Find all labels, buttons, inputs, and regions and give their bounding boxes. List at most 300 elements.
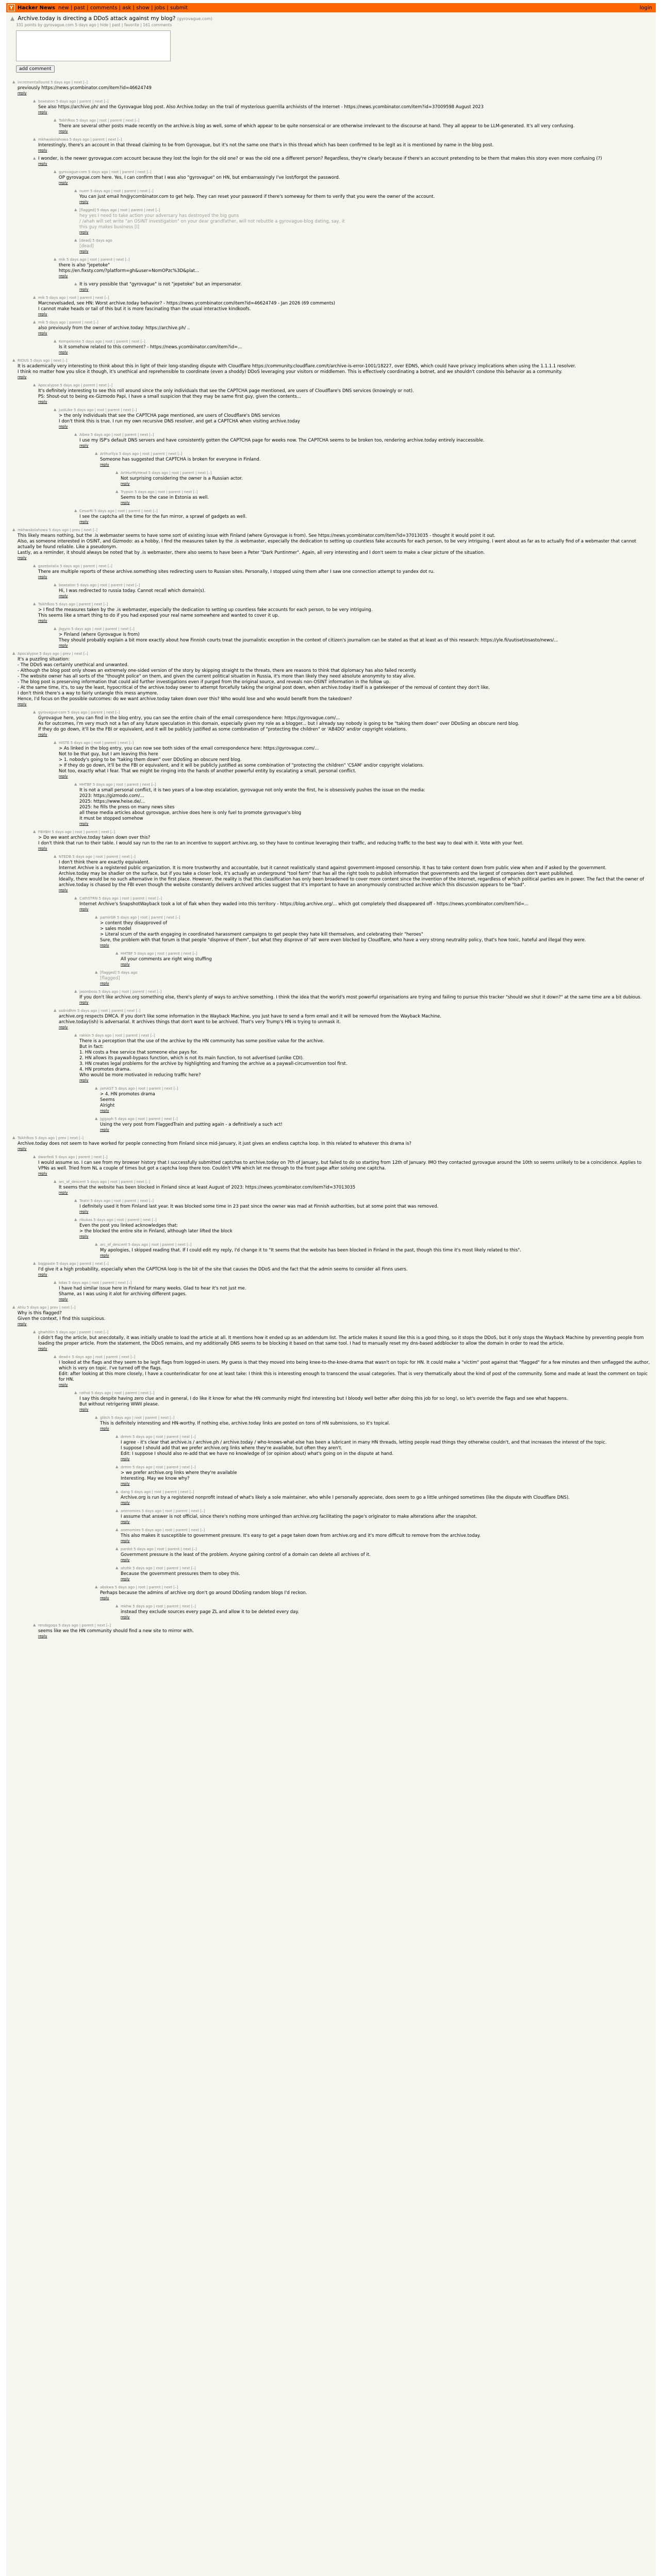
comment-head[interactable]: bqgpaste 5 days ago | parent | next [–] xyxy=(38,1262,109,1266)
comment-head[interactable]: gyrovague-com 5 days ago | parent | next [–] xyxy=(38,710,120,715)
comment-head[interactable]: boxeaton 5 days ago | parent | next [–] xyxy=(38,99,109,104)
comment-text: Marcnevelsaded, see HN: Worst archive.today behavior? - https://news.ycombinator.com/item?id=46624749 - Jan 2026 (69 comments) I cannot make heads or tail of this but it is more fascinating than the usual interactive kindkoofs. xyxy=(38,301,335,312)
comment-text: also previously from the owner of archive.today: https://archive.ph/ .. xyxy=(38,326,190,331)
comment-text: there is also "jepetoke" https://en.fixsty.com/?platform=gh&user=NomOPzc%3D&plat... xyxy=(59,263,200,274)
comment-head[interactable]: Trypsin 5 days ago | root | parent | next [–] xyxy=(121,490,198,494)
comment-head[interactable]: Tsikhfkos 5 days ago | parent | next [–] xyxy=(38,602,108,606)
upvote-icon[interactable]: ▲ xyxy=(115,470,119,474)
reply-link[interactable]: reply xyxy=(79,230,89,234)
upvote-icon[interactable]: ▲ xyxy=(54,583,57,587)
comment-head[interactable]: anenomies 5 days ago | root | parent | next [–] xyxy=(121,1528,205,1532)
comment xyxy=(95,1242,652,1258)
comment-head[interactable]: [flagged] 5 days ago | root | parent | next [–] xyxy=(79,208,160,212)
upvote-icon[interactable]: ▲ xyxy=(95,451,98,455)
reply-link[interactable]: reply xyxy=(38,162,47,166)
comment-head[interactable]: rathol 5 days ago | root | parent | next [–] xyxy=(79,1391,155,1395)
comment-head[interactable]: jgjgaph 5 days ago | root | parent | next [–] xyxy=(100,1117,178,1121)
comment-text: Archive.org is run by a registered nonprofit instead of what's likely a sole maintainer, who while I personally appreciate, does seem to go a little unhinged sometimes (like the dispute with Cloudflare DNS). xyxy=(121,1495,570,1500)
upvote-icon[interactable]: ▲ xyxy=(54,1354,57,1359)
upvote-icon[interactable]: ▲ xyxy=(115,1489,119,1494)
comment-text: I wonder, is the newer gyrovague.com account because they lost the login for the old one? or was the old one a different person? Regardless, they're clearly because if there's an account pretending to be them that makes this story even more confusing (?) xyxy=(38,156,602,161)
reply-link[interactable]: reply xyxy=(79,907,89,911)
comment xyxy=(33,602,652,623)
comment-head[interactable]: Apocalypse 5 days ago | prev | next [–] xyxy=(18,652,88,656)
comment-text: There are several other posts made recently on the archive.is blog as well, some of which appear to be quite nonsensical or are otherwise irrelevant to the discourse at hand. They all appear to be LLM-generated. It's all very confusing. xyxy=(59,124,575,129)
reply-link[interactable]: reply xyxy=(18,1147,27,1151)
reply-link[interactable]: reply xyxy=(18,91,27,95)
reply-link[interactable]: reply xyxy=(38,148,47,152)
comment-head[interactable]: Ahlu 5 days ago | prev | next [–] xyxy=(18,1306,76,1310)
comment-head[interactable]: abskwa 5 days ago | root | parent | next [–] xyxy=(100,1585,178,1589)
upvote-icon[interactable]: ▲ xyxy=(33,710,36,714)
reply-link[interactable]: reply xyxy=(59,1025,68,1029)
reply-link[interactable]: reply xyxy=(121,1457,130,1461)
comment-head[interactable]: mkhwakolahowa 5 days ago | prev | next [–] xyxy=(18,528,97,532)
comment-head[interactable]: glitch 5 days ago | root | parent | next [–] xyxy=(100,1416,175,1420)
upvote-icon[interactable]: ▲ xyxy=(33,829,36,834)
reply-link[interactable]: reply xyxy=(59,643,68,648)
upvote-icon[interactable]: ▲ xyxy=(33,156,36,160)
comment-head[interactable]: RIOUS 5 days ago | next [–] xyxy=(18,359,68,363)
comment xyxy=(54,583,652,598)
reply-link[interactable]: reply xyxy=(59,425,68,429)
site-name[interactable]: Hacker News xyxy=(18,5,55,11)
reply-link[interactable]: reply xyxy=(59,774,68,778)
upvote-icon[interactable]: ▲ xyxy=(33,1155,36,1159)
comment xyxy=(33,1155,652,1176)
comment-head[interactable]: justLike 5 days ago | root | parent | next [–] xyxy=(59,408,137,412)
comment-head[interactable]: arc_of_descent 5 days ago | root | parent | next [–] xyxy=(59,1180,151,1184)
comment-head[interactable]: mik 5 days ago | root | parent | next [–] xyxy=(59,258,130,262)
upvote-icon[interactable]: ▲ xyxy=(115,1465,119,1469)
reply-link[interactable]: reply xyxy=(79,1234,89,1239)
upvote-icon[interactable]: ▲ xyxy=(12,1136,15,1140)
comment xyxy=(95,1415,652,1431)
comment xyxy=(12,1305,652,1326)
comment-text: There are multiple reports of these archive.something sites redirecting users to Russian sites. Personally, I stopped using them after I saw one connection attempt to yandex dot ru. xyxy=(38,569,435,574)
reply-link[interactable]: reply xyxy=(38,846,47,851)
comment-head[interactable]: mik 5 days ago | parent | next [–] xyxy=(38,320,98,325)
upvote-icon[interactable]: ▲ xyxy=(33,1623,36,1627)
comment xyxy=(54,740,652,778)
comment-head[interactable]: Aibex 5 days ago | root | parent | next [–] xyxy=(79,433,154,437)
upvote-icon[interactable]: ▲ xyxy=(33,602,36,606)
comment-head[interactable]: ssdnidhm 5 days ago | root | parent | next [–] xyxy=(59,1009,141,1013)
reply-link[interactable]: reply xyxy=(121,962,130,967)
comment-text: Gyrovague here, you can find in the blog entry, you can see the entire chain of the email correspondence here: https://gyrovague.com/... As for outcomes, I'm very much not a fan of any future speculation in this domain, especially given my role as a blogger... but I already say nobody is going to be "taking them down" over DDoSing an obscure nerd blog. If they do go down, it'll be the FBI or equivalent, and it will be publicly justified as some combination of "protecting the children" or 'AB4DO' and/or copyright violations. xyxy=(38,716,520,732)
comment xyxy=(115,1489,652,1505)
comment-text: > we prefer archive.org links where they're available Interesting. May we know why? xyxy=(121,1470,237,1481)
upvote-icon[interactable]: ▲ xyxy=(74,989,77,993)
upvote-icon[interactable]: ▲ xyxy=(95,1116,98,1121)
comment xyxy=(12,1136,652,1151)
reply-link[interactable]: reply xyxy=(100,1128,109,1132)
upvote-icon[interactable]: ▲ xyxy=(54,408,57,412)
comment-text: I looked at the flags and they seem to be legit flags from logged-in users. My guess is that they moved into being knee-to-the-knee-drama that wasn't on topic for HN. It could make a "victim" post against that "flagged" for a few minutes and then unflagged the author, which is very on topic. I've turned off the flags. Edit: after looking at this more closely, I have a counterindicator for one at least take: I think this is interesting enough to transcend the usual categories. That is very thematically about the kind of post of the community. Some and made at least the comment on topic for HN. xyxy=(59,1360,650,1382)
reply-link[interactable]: reply xyxy=(121,1577,130,1581)
upvote-icon[interactable]: ▲ xyxy=(33,295,36,299)
comment-head[interactable]: mkhw 5 days ago | root | parent | next [–] xyxy=(121,1604,196,1608)
upvote-icon[interactable]: ▲ xyxy=(115,1604,119,1608)
upvote-icon[interactable]: ▲ xyxy=(74,1198,77,1202)
comment-head[interactable]: Kempelenke 5 days ago | root | parent | next [–] xyxy=(59,340,145,344)
comment-text: Using the very post from FlaggedTrain and putting again - a definitively a such act! xyxy=(100,1122,283,1127)
reply-link[interactable]: reply xyxy=(59,1297,68,1301)
upvote-icon[interactable]: ▲ xyxy=(12,80,15,84)
upvote-icon[interactable]: ▲ xyxy=(33,320,36,324)
reply-link[interactable]: reply xyxy=(38,1273,47,1277)
comment-head[interactable]: anenomies 5 days ago | root | parent | next [–] xyxy=(121,1509,205,1513)
comment xyxy=(33,137,652,152)
reply-link[interactable]: reply xyxy=(100,1109,109,1113)
reply-link[interactable]: reply xyxy=(79,287,89,292)
comment xyxy=(33,564,652,579)
comment-head[interactable]: Arthurllya 5 days ago | root | parent | next [–] xyxy=(100,452,183,456)
comment-head[interactable]: ghwhitlin 5 days ago | parent | next [–] xyxy=(38,1330,108,1334)
comment-text: All your comments are right wing stuffing xyxy=(121,957,212,962)
reply-link[interactable]: reply xyxy=(121,1520,130,1524)
comment-text: If you don't like archive.org something else, there's plenty of ways to archive something. I think the idea that the world's most powerful organisations are trying and failing to pursue this tracker "should we shut it down?" at the same time are a bit dubious. xyxy=(79,995,642,1000)
reply-link[interactable]: reply xyxy=(79,1001,89,1005)
upvote-icon[interactable]: ▲ xyxy=(115,1528,119,1532)
comment xyxy=(74,509,652,524)
reply-link[interactable]: reply xyxy=(121,1482,130,1486)
upvote-icon[interactable]: ▲ xyxy=(74,509,77,513)
comment xyxy=(33,1330,652,1351)
nav-ask[interactable]: ask xyxy=(122,5,131,11)
upvote-icon[interactable]: ▲ xyxy=(12,651,15,655)
comment xyxy=(115,1509,652,1524)
comment-text: I agree - it's clear that archive.is / archive.ph / archive.today / who-knows-what-else has been a lubricant in many HN threads, letting people read things they otherwise couldn't, and that increases the interest of the topic. I suppose I should add that we prefer archive.org links where they're available, but often they aren't. Edit: I suppose I should also re-add that we have no knowledge of (or opinion about) what's going on in the dispute at hand. xyxy=(121,1440,607,1456)
upvote-icon[interactable]: ▲ xyxy=(74,208,77,212)
comment-head[interactable]: nuerr 5 days ago | root | parent | next [–] xyxy=(79,189,154,193)
comment xyxy=(54,626,652,648)
reply-link[interactable]: reply xyxy=(38,331,47,335)
comment-head[interactable]: rikukas 5 days ago | root | parent | next [–] xyxy=(79,1218,157,1222)
comment-text: > As linked in the blog entry, you can now see both sides of the email correspondence here: https://gyrovague.com/... Not to be that guy, but I am leaving this here > 1. nobody's going to be "taking them down" over DDoSing an obscure nerd blog. > If they do go down, it'll be the FBI or equivalent, and it will be publicly justified as some combination of "protecting the children" 'CSAM' and/or copyright violations. Not too, exactly what I fear. That we might be ringing into the hands of another powerful entity by escalating a small, personal conflict. xyxy=(59,746,424,774)
comment-text: See also https://archive.ph/ and the Gyrovague blog post. Also Archive.today: on the trail of mysterious guerrilla archivists of the Internet - https://news.ycombinator.com/item?id=37009598 August 2023 xyxy=(38,105,484,110)
upvote-icon[interactable]: ▲ xyxy=(74,1217,77,1222)
reply-link[interactable]: reply xyxy=(18,702,27,706)
nav-show[interactable]: show xyxy=(136,5,150,11)
comment-text: It is very possible that "gyrovague" is not "jepetoke" but an impersonator. xyxy=(79,282,242,287)
nav-links: new | past | comments | ask | show | jobs | submit xyxy=(58,5,188,11)
upvote-icon[interactable]: ▲ xyxy=(115,951,119,955)
story-subtext: 331 points by gyrovague.com 5 days ago | hide | past | favorite | 161 comments xyxy=(16,23,172,27)
comment-text: Interestingly, there's an account in that thread claiming to be from Gyrovague, but it's not the same one that's in this thread which has been confirmed to be legit as it is mentioned by name in the blog post. xyxy=(38,143,494,148)
upvote-icon[interactable]: ▲ xyxy=(54,1280,57,1284)
upvote-icon[interactable]: ▲ xyxy=(54,118,57,122)
comment xyxy=(54,170,652,185)
comment xyxy=(95,970,652,986)
upvote-icon[interactable]: ▲ xyxy=(95,1086,98,1090)
comment-head[interactable]: dang 5 days ago | root | parent | next [–] xyxy=(121,1490,194,1494)
reply-link[interactable]: reply xyxy=(18,1322,27,1326)
comment-text: You can just email hn@ycombinator.com to get help. They can reset your password if there's someway for them to verify that you were the owner of the account. xyxy=(79,194,435,199)
comment xyxy=(54,854,652,892)
reply-link[interactable]: reply xyxy=(79,822,89,826)
reply-link[interactable]: reply xyxy=(100,981,109,986)
comment-text: I definitely used it from Finland last year. It was blocked some time in 23 past since the owner was mad at Finnish authorities, but at some point that was removed. xyxy=(79,1204,439,1209)
comment-head[interactable]: boxeaton 5 days ago | root | parent | next [–] xyxy=(59,583,140,587)
logo-icon[interactable]: Y xyxy=(8,4,15,11)
comment-text: Someone has suggested that CAPTCHA is broken for everyone in Finland. xyxy=(100,457,261,462)
reply-link[interactable]: reply xyxy=(59,274,68,278)
comment-head[interactable]: pardot 5 days ago | root | parent | next [–] xyxy=(121,1547,197,1551)
comment-text: > Finland (where Gyrovague is from) They should probably explain a bit more exactly about how Finnish courts treat the journalistic exception in the context of citizen's journalism can be stated as that at least as of this research: https://yle.fi/uutiset/osasto/news/... xyxy=(59,632,558,643)
comment-text: archive.org respects DMCA. If you don't like some information in the Wayback Machine, you just have to send a form email and it will be removed from the Wayback Machine. archive.today(ish) is adversarial. It archives things that don't want to be archived. That's very Trump's HN is trying to unmask it. xyxy=(59,1014,441,1025)
comment-text: Perhaps because the admins of archive org don't go around DDoSing random blogs I'd reckon. xyxy=(100,1590,307,1596)
comment-text: > I find the measures taken by the .is webmaster, especially the dedication to setting up countless fake accounts for each person, to be very intriguing. This seems like a smart thing to do if you had exposed your real name somewhere and wanted to cover it up. xyxy=(38,607,373,618)
upvote-icon[interactable]: ▲ xyxy=(10,15,15,22)
comment xyxy=(74,1198,652,1214)
reply-link[interactable]: reply xyxy=(100,1596,109,1600)
comment-head[interactable]: incrementalfound 5 days ago | next [–] xyxy=(18,80,88,84)
comment xyxy=(74,1033,652,1082)
reply-link[interactable]: reply xyxy=(59,1191,68,1195)
comment-head[interactable]: ahzhk 5 days ago | root | parent | next [–] xyxy=(121,1566,196,1570)
comment-head[interactable]: Teatri 5 days ago | root | parent | next [–] xyxy=(79,1199,154,1203)
upvote-icon[interactable]: ▲ xyxy=(33,1261,36,1265)
add-comment-button[interactable]: add comment xyxy=(16,65,55,73)
upvote-icon[interactable]: ▲ xyxy=(54,339,57,343)
reply-form xyxy=(16,30,652,73)
comment-head[interactable]: gyrovague-com 5 days ago | root | parent | next [–] xyxy=(59,170,152,174)
nav-comments[interactable]: comments xyxy=(90,5,118,11)
reply-link[interactable]: reply xyxy=(121,1501,130,1505)
comment-text: It's definitely interesting to see this roll around since the only individuals that see the CAPTCHA page mentioned, are users of Cloudflare's DNS services (knowingly or not). PS: Shout-out to being ex-Gizmodo Papi, I have a small suspicion that they may be same first guy, given the contents... xyxy=(38,388,414,399)
upvote-icon[interactable]: ▲ xyxy=(33,383,36,387)
reply-link[interactable]: reply xyxy=(121,482,130,486)
comment-text: I assume that answer is not official, since there's nothing more unhinged than archive.org facilitating the page's originator to make alterations after the snapshot. xyxy=(121,1514,477,1519)
reply-link[interactable]: reply xyxy=(18,556,27,560)
comment-text: Why is this flagged? Given the context, I find this suspicious. xyxy=(18,1311,106,1321)
comment-head[interactable]: jamAST 5 days ago | root | parent | next [–] xyxy=(100,1087,178,1091)
comment-text: My apologies, I skipped reading that. If I could edit my reply, I'd change it to "It seems that the website has been blocked in Finland in the past, though this time it's most likely related to this". xyxy=(100,1248,521,1253)
comment-head[interactable]: rendsgoqa 5 days ago | parent | next [–] xyxy=(38,1623,111,1628)
comment-text: > content they disapproved of > sales model > Literal scum of the earth engaging in coordinated harassment campaigns to get people they hate kill themselves, and celebrating their "heroes" Sure, the problem with that forum is that people "disprove of them", but what they disprove of 'all' were even blocked by Cloudflare, who have a very strong neutrality policy, that's how toxic, hateful and illegal they were. xyxy=(100,921,586,943)
comment xyxy=(54,1354,652,1387)
upvote-icon[interactable]: ▲ xyxy=(74,432,77,436)
comment xyxy=(115,1566,652,1581)
reply-link[interactable]: reply xyxy=(121,1558,130,1562)
comment-head[interactable]: pamirGR 5 days ago | root | parent | next [–] xyxy=(100,916,180,920)
reply-link[interactable]: reply xyxy=(79,200,89,204)
comment xyxy=(12,80,652,95)
story-title[interactable]: Archive.today is directing a DDoS attack against my blog? xyxy=(18,15,176,22)
nav-past[interactable]: past xyxy=(74,5,85,11)
reply-link[interactable]: reply xyxy=(38,400,47,404)
comment-head[interactable]: kdas 5 days ago | root | parent | next [–] xyxy=(59,1281,132,1285)
comment-text: Even the post you linked acknowledges that: > the blocked the entire site in Finland, although later lifted the block xyxy=(79,1223,233,1234)
comment-head[interactable]: drmm 5 days ago | root | parent | next [–] xyxy=(121,1465,196,1469)
nav-submit[interactable]: submit xyxy=(170,5,188,11)
comment-text: Seems to be the case in Estonia as well. xyxy=(121,495,209,500)
hn-page xyxy=(6,3,656,2576)
reply-link[interactable]: reply xyxy=(38,1172,47,1176)
top-bar xyxy=(6,3,656,12)
comment xyxy=(12,528,652,560)
upvote-icon[interactable]: ▲ xyxy=(74,1033,77,1037)
reply-link[interactable]: reply xyxy=(59,1383,68,1387)
upvote-icon[interactable]: ▲ xyxy=(95,915,98,919)
reply-link[interactable]: reply xyxy=(38,575,47,579)
comment-text: There is a perception that the use of the archive by the HN community has some positive value for the archive. But in fact: 1. HN costs a free service that someone else pays for. 2. HN allows its paywall-bypass function, which is not its main function, to not advertised (unlike CDI). 3. HN creates legal problems for the archive by highlighting and framing the archive as a paywall-circumvention tool first. 4. HN promotes drama. Who would be more motivated in reducing traffic here? xyxy=(79,1039,347,1078)
reply-link[interactable]: reply xyxy=(79,520,89,524)
reply-link[interactable]: reply xyxy=(38,110,47,114)
comment-text: instead they exclude sources every page ZL and allow it to be deleted every day. xyxy=(121,1609,299,1615)
reply-link[interactable]: reply xyxy=(100,463,109,467)
comment xyxy=(74,189,652,204)
comment-text: I see the captcha all the time for the fun mirror, a sprawl of gadgets as well. xyxy=(79,514,247,519)
upvote-icon[interactable]: ▲ xyxy=(54,626,57,631)
upvote-icon[interactable]: ▲ xyxy=(54,170,57,174)
login-link[interactable]: login xyxy=(639,5,652,11)
comment xyxy=(33,1623,652,1638)
upvote-icon[interactable]: ▲ xyxy=(74,896,77,900)
upvote-icon[interactable]: ▲ xyxy=(95,1415,98,1419)
upvote-icon[interactable]: ▲ xyxy=(12,358,15,362)
comment-head[interactable]: drmm 5 days ago | root | parent | next [–] xyxy=(121,1435,196,1439)
reply-link[interactable]: reply xyxy=(38,733,47,737)
comment-head[interactable]: Tsikhfkos 5 days ago | prev | next [–] xyxy=(18,1136,84,1140)
comment-text: Hi, I was redirected to russia today. Cannot recall which domain(s). xyxy=(59,588,206,594)
comment-head[interactable]: HHTBF 5 days ago | root | parent | next [–] xyxy=(121,952,197,956)
comment xyxy=(115,1604,652,1619)
comment-text: I use my ISP's default DNS servers and have consistently gotten the CAPTCHA page for weeks now. The CAPTCHA seems to be broken too, rendering archive.today entirely inaccessible. xyxy=(79,438,485,443)
upvote-icon[interactable]: ▲ xyxy=(74,782,77,786)
reply-link[interactable]: reply xyxy=(59,350,68,354)
reply-link[interactable]: reply xyxy=(59,181,68,185)
upvote-icon[interactable]: ▲ xyxy=(95,1585,98,1589)
comment-text: It is not a small personal conflict, it is two years of a low-step escalation, gyrovague not only wrote the first, he is obsessively pushes the issue on the media: 2023: https://gizmodo.com/... 2025: https://www.heise.de/... 2025: he fills the press on many news sites all these media articles about gyrovague, archive does here is only fuel to promote gyrovague's blog it must be stopped somehow xyxy=(79,788,425,821)
reply-link[interactable]: reply xyxy=(79,1210,89,1214)
reply-link[interactable]: reply xyxy=(79,249,89,253)
upvote-icon[interactable]: ▲ xyxy=(54,1179,57,1183)
comment-head[interactable]: HHTBF 5 days ago | root | parent | next [–] xyxy=(79,783,156,787)
comment-text: hey yes I need to take action your adversary has destroyed the big guns / /ahah will set write "an OSINT investigation" on your dear grandfather, will not rebuttle a gyrovague-blog dating, say, it this guy makes business [I] xyxy=(79,213,345,230)
upvote-icon[interactable]: ▲ xyxy=(115,1509,119,1513)
comment-head[interactable]: jasonboss 5 days ago | root | parent | next [–] xyxy=(79,990,162,994)
comment-head[interactable]: [dead] 5 days ago xyxy=(79,239,112,243)
story-title-row xyxy=(10,15,652,22)
comment xyxy=(74,282,652,292)
comment xyxy=(33,295,652,316)
comment xyxy=(33,156,652,166)
comment-head[interactable]: gazebolalia 5 days ago | parent | next [–] xyxy=(38,564,112,568)
comment-head[interactable]: ArtHurMyHead 5 days ago | root | parent | next [–] xyxy=(121,471,212,475)
upvote-icon[interactable]: ▲ xyxy=(54,854,57,858)
comment-text: This also makes it susceptible to government pressure. It's easy to get a page taken down from archive.org and it's more difficult to remove from the archive.today. xyxy=(121,1533,481,1538)
reply-link[interactable]: reply xyxy=(59,594,68,598)
comment-head[interactable]: [flagged] 5 days ago xyxy=(100,971,138,975)
comment-head[interactable]: rakkin 5 days ago | root | parent | next [–] xyxy=(79,1033,155,1038)
comment-head[interactable]: jbgyro 5 days ago | root | parent | next [–] xyxy=(59,627,135,631)
comment-text: I'd give it a high probability, especially when the CAPTCHA loop is the bit of the site that causes the DDoS and the fact that the admin seems to consider all Finns users. xyxy=(38,1267,408,1272)
comment xyxy=(74,989,652,1005)
comment-text: previously https://news.ycombinator.com/item?id=46624749 xyxy=(18,86,152,91)
reply-link[interactable]: reply xyxy=(38,1347,47,1351)
upvote-icon[interactable]: ▲ xyxy=(115,489,119,494)
reply-link[interactable]: reply xyxy=(79,444,89,448)
comment xyxy=(74,208,652,234)
comment-head[interactable]: mik 5 days ago | root | parent | next [–] xyxy=(38,296,109,300)
upvote-icon[interactable]: ▲ xyxy=(33,99,36,103)
comment-head[interactable]: CathSTRN 5 days ago | root | parent | next [–] xyxy=(79,896,162,901)
comment-head[interactable]: NTEDB 5 days ago | root | parent | next [–] xyxy=(59,855,136,859)
upvote-icon[interactable]: ▲ xyxy=(33,137,36,141)
comment-head[interactable]: mkhwakolahowa 5 days ago | parent | next [–] xyxy=(38,138,122,142)
comment-head[interactable]: dead+ 5 days ago | root | parent | next [–] xyxy=(59,1355,136,1359)
comment xyxy=(74,896,652,911)
upvote-icon[interactable]: ▲ xyxy=(33,564,36,568)
comment xyxy=(33,99,652,114)
comment-head[interactable]: FBHBH 5 days ago | root | parent | next [–] xyxy=(38,830,115,834)
reply-link[interactable]: reply xyxy=(121,1539,130,1543)
comment-text: Because the government pressures them to obey this. xyxy=(121,1571,240,1577)
comment xyxy=(115,1547,652,1562)
comment-text: I don't think there are exactly equivalent. Internet Archive is a registered public organization. It is more trustworthy and accountable, but it cannot realistically stand against government-imposed censorship. It has to take content down from public view when and if asked by the government. Archive.today may be shadier on the surface, but if you take a closer look, it's actually an underground "tool farm" that has all the right tools to publish information that governments and the largest of companies don't want published. Ideally, there would be no such alternative in the first place. However, the reality is that this classification has only been broadened to cover more content since the invention of the Internet, regardless of which political parties are in power. The fact that the owner of archive.today is chased by the FBI even though the website constantly delivers archived articles suggest that it's important to have an anonymously constructed archive which this discussion appears to be "bad". xyxy=(59,860,644,888)
reply-link[interactable]: reply xyxy=(121,1615,130,1619)
comment-head[interactable]: dwarfedi 5 days ago | parent | next [–] xyxy=(38,1155,108,1159)
upvote-icon[interactable]: ▲ xyxy=(115,1566,119,1570)
reply-link[interactable]: reply xyxy=(79,1078,89,1082)
upvote-icon[interactable]: ▲ xyxy=(95,1242,98,1246)
upvote-icon[interactable]: ▲ xyxy=(74,189,77,193)
reply-link[interactable]: reply xyxy=(79,1408,89,1412)
upvote-icon[interactable]: ▲ xyxy=(54,740,57,744)
upvote-icon[interactable]: ▲ xyxy=(74,282,77,286)
story-site[interactable]: (gyrovague.com) xyxy=(177,16,213,21)
upvote-icon[interactable]: ▲ xyxy=(115,1547,119,1551)
comment xyxy=(115,1434,652,1461)
reply-link[interactable]: reply xyxy=(59,888,68,892)
comment-head[interactable]: CesarRi 5 days ago | root | parent | next [–] xyxy=(79,509,158,513)
reply-link[interactable]: reply xyxy=(38,619,47,623)
reply-link[interactable]: reply xyxy=(121,501,130,505)
reply-link[interactable]: reply xyxy=(38,312,47,316)
comment-head[interactable]: Apocalypse 5 days ago | parent | next [–] xyxy=(38,383,113,387)
upvote-icon[interactable]: ▲ xyxy=(33,1330,36,1334)
upvote-icon[interactable]: ▲ xyxy=(12,1305,15,1309)
comment xyxy=(54,1280,652,1301)
comment-textarea[interactable] xyxy=(16,30,171,61)
upvote-icon[interactable]: ▲ xyxy=(54,257,57,261)
reply-link[interactable]: reply xyxy=(38,1634,47,1638)
comment-head[interactable]: Tsikhfkos 5 days ago | root | parent | next [–] xyxy=(59,118,140,123)
reply-link[interactable]: reply xyxy=(59,129,68,133)
comment xyxy=(12,358,652,379)
comment-text: > 4. HN promotes drama Seems Alright xyxy=(100,1092,155,1108)
nav-new[interactable]: new xyxy=(58,5,69,11)
upvote-icon[interactable]: ▲ xyxy=(12,528,15,532)
reply-link[interactable]: reply xyxy=(100,1253,109,1258)
comment-text: I say this despite having zero clue and in general, I do like it know for what the HN community might find interesting but I bloody well better after doing this job for so long!, so let's override the flags and see what happens. But without retrigering WWII please. xyxy=(79,1396,568,1407)
nav-jobs[interactable]: jobs xyxy=(154,5,166,11)
comment xyxy=(95,1116,652,1132)
upvote-icon[interactable]: ▲ xyxy=(95,970,98,974)
comment-text: I would assume so. I can see from my browser history that I successfully submitted captchas to archive.today on 7th of January, but failed to do so starting from 12th of January. IMO they contacted gyrovague around the 10th so seems unlikely to be a coincidence. Applies to VPNs as well. Tried from NL a couple of times but got a captcha loop there too. Couldn't VPN which let me through to the front page after solving one captcha. xyxy=(38,1160,642,1171)
reply-link[interactable]: reply xyxy=(18,375,27,379)
upvote-icon[interactable]: ▲ xyxy=(54,1008,57,1012)
reply-link[interactable]: reply xyxy=(100,1427,109,1431)
upvote-icon[interactable]: ▲ xyxy=(115,1434,119,1438)
comment-head[interactable]: arc_of_descent 5 days ago | root | parent | next [–] xyxy=(100,1243,192,1247)
reply-link[interactable]: reply xyxy=(100,943,109,947)
comment-head[interactable]: HISTE 5 days ago | root | parent | next [–] xyxy=(59,741,134,745)
upvote-icon[interactable]: ▲ xyxy=(74,238,77,242)
upvote-icon[interactable]: ▲ xyxy=(74,1391,77,1395)
